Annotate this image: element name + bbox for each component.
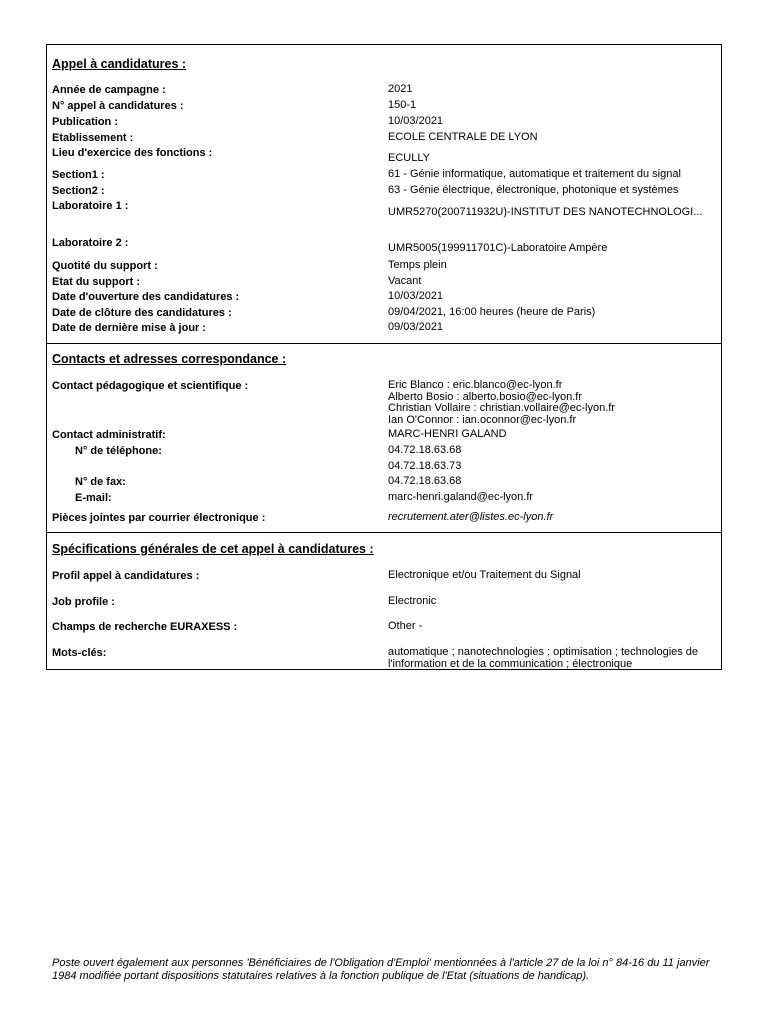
- section-divider: [47, 532, 721, 533]
- job-profile-value: Electronic: [388, 595, 437, 607]
- labo1-label: Laboratoire 1 :: [52, 200, 129, 212]
- labo2-label: Laboratoire 2 :: [52, 237, 129, 249]
- contact-administratif-value: MARC-HENRI GALAND: [388, 428, 507, 440]
- telephone-value-2: 04.72.18.63.73: [388, 460, 462, 472]
- footer-note: Poste ouvert également aux personnes 'Bénéficiaires de l'Obligation d'Emploi' mentionnées à l'article 27 de la loi n° 84-16 du 11 janvier 1984 modifiée portant dispositions statutaires relatives à la fonction publique de l'Etat (situations de handicap).: [52, 957, 710, 982]
- maj-label: Date de dernière mise à jour :: [52, 322, 207, 334]
- job-posting-frame: [46, 44, 722, 670]
- specs-section-title: Spécifications générales de cet appel à candidatures :: [52, 542, 374, 556]
- fax-value: 04.72.18.63.68: [388, 475, 462, 487]
- profil-label: Profil appel à candidatures :: [52, 570, 200, 582]
- cloture-label: Date de clôture des candidatures :: [52, 307, 232, 319]
- appel-section-title: Appel à candidatures :: [52, 57, 187, 71]
- ouverture-value: 10/03/2021: [388, 290, 444, 302]
- contact-line: Alberto Bosio : alberto.bosio@ec-lyon.fr: [388, 390, 582, 403]
- contact-pedagogique-label: Contact pédagogique et scientifique :: [52, 380, 249, 392]
- email-value: marc-henri.galand@ec-lyon.fr: [388, 491, 534, 503]
- euraxess-value: Other -: [388, 620, 423, 632]
- fax-label: N° de fax:: [75, 476, 126, 488]
- email-label: E-mail:: [75, 492, 112, 504]
- maj-value: 09/03/2021: [388, 321, 444, 333]
- mots-cles-label: Mots-clés:: [52, 647, 107, 659]
- euraxess-label: Champs de recherche EURAXESS :: [52, 621, 238, 633]
- section2-value: 63 - Génie électrique, électronique, photonique et systèmes: [388, 184, 679, 196]
- section-divider: [47, 343, 721, 344]
- contact-line: Ian O'Connor : ian.oconnor@ec-lyon.fr: [388, 413, 577, 426]
- etablissement-label: Etablissement :: [52, 132, 134, 144]
- etablissement-value: ECOLE CENTRALE DE LYON: [388, 131, 538, 143]
- lieu-label: Lieu d'exercice des fonctions :: [52, 147, 213, 159]
- contact-administratif-label: Contact administratif:: [52, 429, 166, 441]
- cloture-value: 09/04/2021, 16:00 heures (heure de Paris): [388, 306, 596, 318]
- publication-label: Publication :: [52, 116, 118, 128]
- contact-line: Eric Blanco : eric.blanco@ec-lyon.fr: [388, 379, 563, 391]
- quotite-value: Temps plein: [388, 259, 447, 271]
- mots-cles-value: automatique ; nanotechnologies ; optimisation ; technologies de l'information et de la communication ; électronique: [388, 646, 699, 670]
- telephone-label: N° de téléphone:: [75, 445, 162, 457]
- contacts-section-title: Contacts et adresses correspondance :: [52, 352, 287, 366]
- annee-label: Année de campagne :: [52, 84, 166, 96]
- ouverture-label: Date d'ouverture des candidatures :: [52, 291, 240, 303]
- pieces-jointes-label: Pièces jointes par courrier électronique :: [52, 512, 266, 524]
- etat-value: Vacant: [388, 275, 422, 287]
- numero-label: N° appel à candidatures :: [52, 100, 184, 112]
- labo2-value: UMR5005(199911701C)-Laboratoire Ampère: [388, 242, 608, 254]
- contact-line: Christian Vollaire : christian.vollaire@ec-lyon.fr: [388, 402, 615, 414]
- etat-label: Etat du support :: [52, 276, 140, 288]
- labo1-value: UMR5270(200711932U)-INSTITUT DES NANOTECHNOLOGI...: [388, 206, 703, 218]
- telephone-value-1: 04.72.18.63.68: [388, 444, 462, 456]
- lieu-value: ECULLY: [388, 152, 430, 164]
- pieces-jointes-email: recrutement.ater@listes.ec-lyon.fr: [388, 511, 554, 523]
- annee-value: 2021: [388, 83, 413, 95]
- quotite-label: Quotité du support :: [52, 260, 158, 272]
- publication-value: 10/03/2021: [388, 115, 444, 127]
- section1-label: Section1 :: [52, 169, 105, 181]
- section1-value: 61 - Génie informatique, automatique et traitement du signal: [388, 168, 681, 180]
- profil-value: Electronique et/ou Traitement du Signal: [388, 569, 581, 581]
- section2-label: Section2 :: [52, 185, 105, 197]
- numero-value: 150-1: [388, 99, 417, 111]
- job-profile-label: Job profile :: [52, 596, 115, 608]
- contact-pedagogique-list: [388, 380, 615, 426]
